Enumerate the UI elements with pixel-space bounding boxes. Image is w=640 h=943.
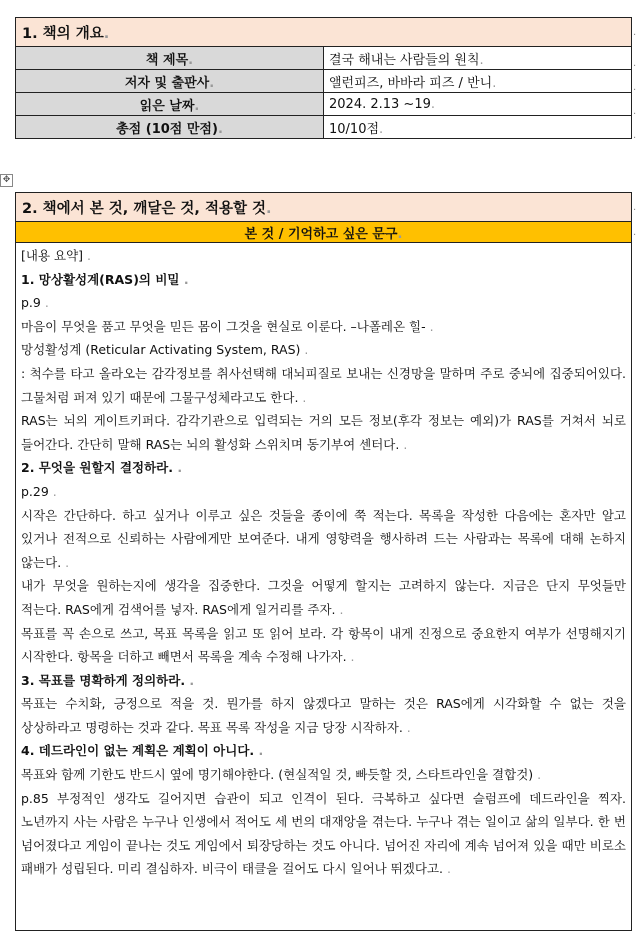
paragraph-mark-icon: . — [185, 672, 195, 688]
table-move-handle-icon[interactable]: ✥ — [0, 174, 13, 187]
overview-row-date — [16, 93, 632, 116]
overview-title: 1. 책의 개요. — [16, 18, 632, 47]
overview-row-author — [16, 70, 632, 93]
cell-end-mark-icon: . — [209, 75, 215, 91]
paragraph — [21, 763, 626, 787]
paragraph-mark-icon: . — [179, 271, 189, 287]
paragraph-mark-icon: . — [83, 248, 91, 263]
paragraph-mark-icon: . — [173, 460, 183, 476]
reflection-content[interactable] — [16, 243, 632, 931]
paragraph-text: RAS는 뇌의 게이트키퍼다. 감각기관으로 입력되는 거의 모든 정보(후각 정보는 예외)가 RAS를 거쳐서 뇌로 들어간다. 간단히 말해 RAS는 뇌의 활성화 스위치며 동기부여 센터다. — [21, 413, 626, 452]
overview-label-score: 총점 (10점 만점). — [16, 116, 324, 139]
cell-end-mark-icon: . — [266, 200, 272, 217]
section-heading — [21, 739, 626, 763]
reflection-table — [15, 192, 632, 931]
overview-row-score — [16, 116, 632, 139]
paragraph — [21, 692, 626, 739]
paragraph — [21, 362, 626, 409]
cell-end-mark-icon: . — [492, 75, 497, 91]
paragraph — [21, 787, 626, 881]
paragraph-mark-icon: . — [443, 861, 451, 877]
book-overview-table — [15, 17, 632, 139]
paragraph-text: 4. 데드라인이 없는 계획은 계획이 아니다. — [21, 743, 255, 759]
paragraph — [21, 315, 626, 339]
paragraph — [21, 291, 626, 315]
paragraph-mark-icon: . — [402, 719, 411, 735]
section-heading — [21, 669, 626, 693]
paragraph-text: 내가 무엇을 원하는지에 생각을 집중한다. 그것을 어떻게 할지는 고려하지 않는다. 지금은 단지 무엇들만 적는다. RAS에게 검색어를 넣자. RAS에게 일거리를 주자. — [21, 578, 626, 617]
paragraph-mark-icon: . — [346, 649, 355, 665]
paragraph-mark-icon: . — [61, 554, 70, 570]
row-end-mark-icon: . — [633, 58, 637, 69]
reflection-title: 2. 책에서 본 것, 깨달은 것, 적용할 것. — [16, 193, 632, 222]
row-end-mark-icon: . — [633, 27, 637, 38]
paragraph-text: p.9 — [21, 295, 41, 311]
paragraph-mark-icon: . — [399, 436, 408, 452]
paragraph-text: [내용 요약] — [21, 248, 84, 263]
cell-end-mark-icon: . — [479, 52, 484, 68]
paragraph-text: 목표를 꼭 손으로 쓰고, 목표 목록을 읽고 또 읽어 보라. 각 항목이 내게 진정으로 중요한지 여부가 선명해지기 시작한다. 항목을 더하고 빼면서 목록을 계속 수정해 나가자. — [21, 625, 626, 665]
paragraph — [21, 409, 626, 456]
paragraph-mark-icon: . — [48, 483, 57, 499]
paragraph-text: 망성활성계 (Reticular Activating System, RAS) — [21, 342, 301, 358]
overview-label-date: 읽은 날짜. — [16, 93, 324, 116]
paragraph-text: 1. 망상활성계(RAS)의 비밀 — [21, 271, 180, 287]
paragraph-mark-icon: . — [298, 389, 307, 405]
overview-value-book-title: 결국 해내는 사람들의 원칙. — [324, 47, 632, 70]
overview-label-book-title: 책 제목. — [16, 47, 324, 70]
overview-row-title — [16, 47, 632, 70]
paragraph-text: 2. 무엇을 원할지 결정하라. — [21, 460, 174, 476]
summary-text[interactable] — [21, 244, 626, 881]
paragraph-mark-icon: . — [300, 342, 309, 358]
row-end-mark-icon: . — [633, 82, 637, 93]
overview-label-author: 저자 및 출판사. — [16, 70, 324, 93]
paragraph-mark-icon: . — [254, 743, 264, 759]
row-end-mark-icon: . — [633, 106, 637, 117]
paragraph — [21, 504, 626, 575]
cell-end-mark-icon: . — [397, 226, 403, 242]
cell-end-mark-icon: . — [217, 121, 223, 137]
overview-value-author: 앨런피즈, 바바라 피즈 / 반니. — [324, 70, 632, 93]
row-end-mark-icon: . — [633, 202, 637, 213]
row-end-mark-icon: . — [633, 130, 637, 141]
paragraph — [21, 338, 626, 362]
paragraph-mark-icon: . — [335, 601, 344, 617]
section-heading — [21, 268, 626, 292]
row-end-mark-icon: . — [633, 227, 637, 238]
paragraph-text: 마음이 무엇을 품고 무엇을 믿든 몸이 그것을 현실로 이룬다. –나폴레온 힐- — [21, 318, 426, 334]
paragraph-mark-icon: . — [533, 767, 542, 783]
cell-end-mark-icon: . — [379, 121, 384, 137]
overview-value-score: 10/10점. — [324, 116, 632, 139]
cell-end-mark-icon: . — [430, 96, 436, 112]
paragraph-text: 3. 목표를 명확하게 정의하라. — [21, 672, 186, 688]
paragraph-text: 시작은 간단하다. 하고 싶거나 이루고 싶은 것들을 종이에 쭉 적는다. 목록을 작성한 다음에는 혼자만 알고 있거나 전적으로 신뢰하는 사람에게만 보여준다. 내게 영향력을 행사하려 드는 사람과는 목록에 대해 논하지 않는다. — [21, 507, 626, 570]
paragraph-text: : 척수를 타고 올라오는 감각정보를 취사선택해 대뇌피질로 보내는 신경망을 말하며 주로 중뇌에 집중되어있다. 그물처럼 퍼져 있기 때문에 그물구성체라고도 한다. — [21, 365, 626, 405]
paragraph-text: 목표와 함께 기한도 반드시 옆에 명기해야한다. (현실적일 것, 빠듯할 것, 스타트라인을 결합것) — [21, 767, 534, 783]
cell-end-mark-icon: . — [103, 25, 110, 42]
paragraph — [21, 574, 626, 621]
paragraph-mark-icon: . — [425, 318, 434, 334]
paragraph — [21, 622, 626, 669]
paragraph — [21, 244, 626, 268]
paragraph-text: p.29 — [21, 483, 49, 499]
overview-value-date: 2024. 2.13 ~19. — [324, 93, 632, 116]
cell-end-mark-icon: . — [188, 52, 194, 68]
section-heading — [21, 456, 626, 480]
paragraph-mark-icon: . — [40, 295, 49, 311]
cell-end-mark-icon: . — [194, 98, 200, 114]
paragraph — [21, 480, 626, 504]
reflection-subheader: 본 것 / 기억하고 싶은 문구. — [16, 222, 632, 243]
paragraph-text: p.85 부정적인 생각도 길어지면 습관이 되고 인격이 된다. 극복하고 싶다면 슬럼프에 데드라인을 찍자. 노년까지 사는 사람은 누구나 인생에서 적어도 세 번의 대재앙을 겪는다. 누구나 겪는 일이고 삶의 일부다. 한 번 넘어졌다고 게임이 끝나는 것도 게임에서 퇴장당하는 것도 아니다. 넘어진 자리에 계속 넘어져 있을 때만 비로소 패배가 성립된다. 미리 결심하자. 비극이 태클을 걸어도 다시 일어나 뛰겠다고. — [21, 790, 626, 877]
paragraph-text: 목표는 수치화, 긍정으로 적을 것. 뭔가를 하지 않겠다고 말하는 것은 RAS에게 시각화할 수 없는 것을 상상하라고 명령하는 것과 같다. 목표 목록 작성을 지금 당장 시작하자. — [21, 696, 626, 735]
